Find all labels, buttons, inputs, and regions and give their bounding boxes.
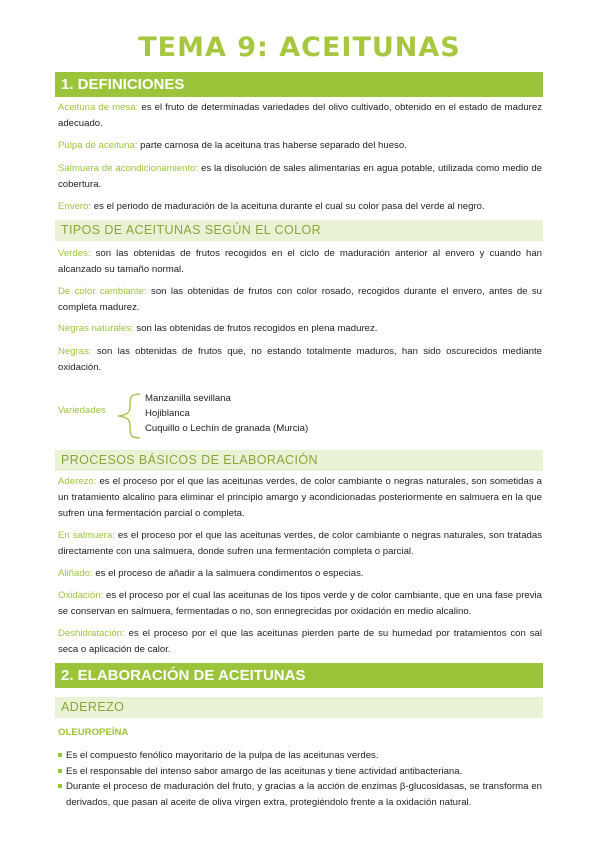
variedad-item: Cuquillo o Lechín de granada (Murcia) [145,423,309,434]
tipo-term: Negras naturales: [58,323,134,334]
proceso-paragraph [58,474,542,522]
page-title: TEMA 9: ACEITUNAS [138,32,461,63]
tipo-paragraph [58,284,542,316]
variedades-list [145,391,308,436]
proceso-paragraph [58,566,542,582]
bullet-icon [58,784,62,788]
proceso-term: Oxidación: [58,590,104,601]
proceso-term: En salmuera: [58,530,115,541]
oleuropeina-heading: OLEUROPEÍNA [58,727,129,738]
bullet-icon [58,769,62,773]
list-item [58,764,542,780]
oleuropeina-list [58,748,542,810]
proceso-paragraph [58,626,542,658]
list-item-text: Es el compuesto fenólico mayoritario de la pulpa de las aceitunas verdes. [66,750,379,761]
def-text: es el periodo de maduración de la aceituna durante el cual su color pasa del verde al negro. [91,201,485,212]
proceso-text: es el proceso por el que las aceitunas verdes, de color cambiante o negras naturales, son sometidas a un tratamiento alcalino para eliminar el principio amargo y acondicionadas posteriormente en salmuera en la que sufren una fermentación parcial o completa. [58,476,542,519]
variedad-item: Hojiblanca [145,408,190,419]
proceso-term: Aliñado: [58,568,93,579]
def-term: Aceituna de mesa: [58,102,139,113]
def-paragraph [58,100,542,132]
proceso-text: es el proceso de añadir a la salmuera condimentos o especias. [92,568,364,579]
proceso-term: Aderezo: [58,476,97,487]
proceso-paragraph [58,528,542,560]
def-paragraph [58,199,542,215]
subsection-header-aderezo: ADEREZO [55,697,543,718]
subsection-header-tipos: TIPOS DE ACEITUNAS SEGÚN EL COLOR [55,220,543,241]
tipo-text: son las obtenidas de frutos recogidos en plena madurez. [133,323,378,334]
bullet-icon [58,753,62,757]
variedades-label: Variedades [58,405,106,416]
section-header-definiciones: 1. DEFINICIONES [55,72,543,97]
def-term: Salmuera de acondicionamiento: [58,163,199,174]
def-text: es el fruto de determinadas variedades del olivo cultivado, obtenido en el estado de madurez adecuado. [58,102,542,129]
tipo-paragraph [58,321,542,337]
proceso-text: es el proceso por el que las aceitunas pierden parte de su humedad por tratamientos con sal seca o aplicación de calor. [58,628,542,655]
def-paragraph [58,138,542,154]
def-term: Envero: [58,201,92,212]
proceso-text: es el proceso por el que las aceitunas verdes, de color cambiante o negras naturales, son tratadas directamente con una salmuera, donde sufren una fermentación completa o parcial. [58,530,542,557]
section-header-elaboracion: 2. ELABORACIÓN DE ACEITUNAS [55,663,543,688]
def-paragraph [58,161,542,193]
proceso-text: es el proceso por el cual las aceitunas de los tipos verde y de color cambiante, que en una fase previa se conservan en salmuera, fermentadas o no, son ennegrecidas por oxidación en medio alcalino. [58,590,542,617]
proceso-paragraph [58,588,542,620]
tipo-text: son las obtenidas de frutos con color rosado, recogidos durante el envero, antes de su completa madurez. [58,286,542,313]
list-item-text: Durante el proceso de maduración del fruto, y gracias a la acción de enzimas β-glucosidasas, se transforma en derivados, que pasan al aceite de oliva virgen extra, protegiéndolo frente a la oxidación natural. [66,781,542,808]
tipo-paragraph [58,246,542,278]
tipo-paragraph [58,344,542,376]
list-item-text: Es el responsable del intenso sabor amargo de las aceitunas y tiene actividad antibacteriana. [66,765,463,777]
subsection-header-procesos: PROCESOS BÁSICOS DE ELABORACIÓN [55,450,543,471]
tipo-text: son las obtenidas de frutos que, no estando totalmente maduros, han sido oscurecidos mediante oxidación. [58,346,542,373]
tipo-text: son las obtenidas de frutos recogidos en el ciclo de maduración anterior al envero y cuando han alcanzado su tamaño normal. [58,248,542,275]
curly-brace-icon [114,392,142,440]
def-text: es la disolución de sales alimentarias en agua potable, utilizada como medio de cobertura. [58,163,542,190]
list-item [58,748,542,764]
def-term: Pulpa de aceituna: [58,140,138,151]
list-item [58,779,542,810]
def-text: parte carnosa de la aceituna tras haberse separado del hueso. [137,140,407,151]
variedad-item: Manzanilla sevillana [145,393,231,404]
proceso-term: Deshidratación: [58,628,125,639]
tipo-term: De color cambiante: [58,286,147,297]
tipo-term: Negras: [58,346,92,357]
tipo-term: Verdes: [58,248,91,259]
